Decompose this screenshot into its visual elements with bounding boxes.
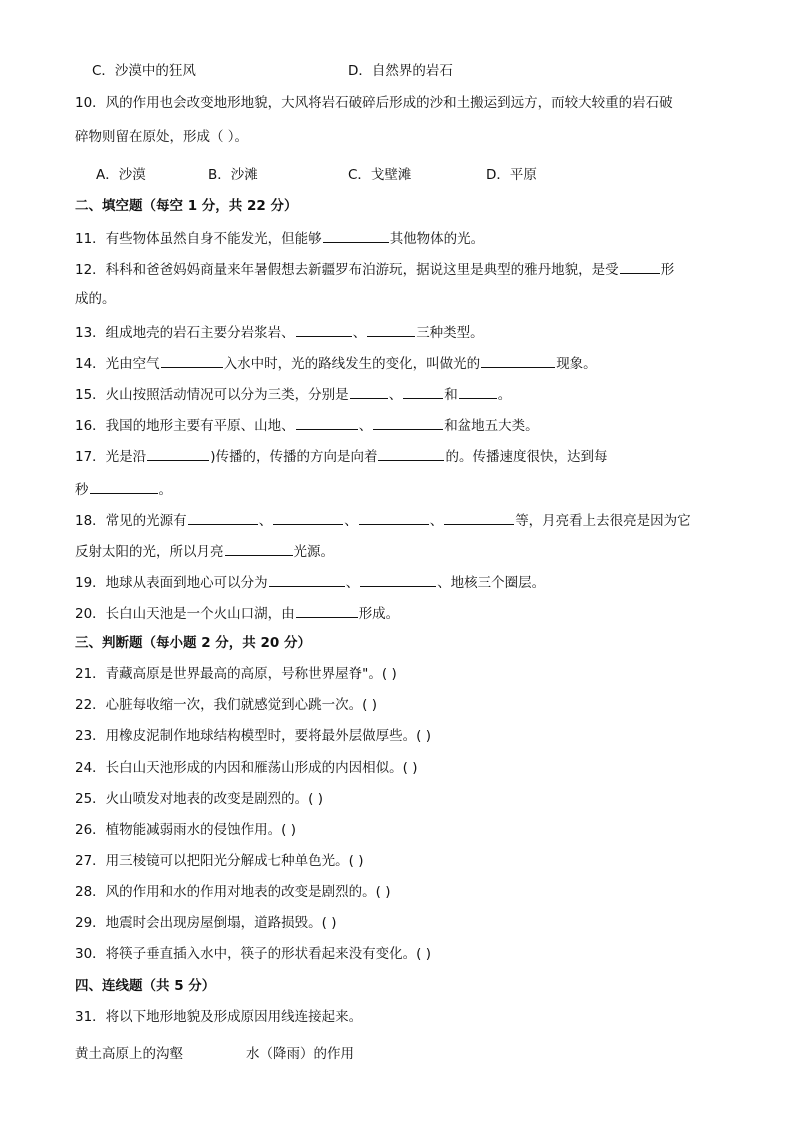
q12-text: 12．科科和爸爸妈妈商量来年暑假想去新疆罗布泊游玩，据说这里是典型的雅丹地貌，是受 [75, 262, 619, 278]
q19-blank1[interactable] [269, 572, 345, 587]
q16-text: 16．我国的地形主要有平原、山地、 [75, 418, 295, 434]
q13-blank2[interactable] [367, 322, 415, 337]
q12-text-end: 形 [660, 262, 675, 278]
q13-sep: 、 [352, 325, 367, 341]
q15-sep: 、 [388, 387, 403, 403]
q16-sep: 、 [358, 418, 373, 434]
q13-text: 13．组成地壳的岩石主要分岩浆岩、 [75, 325, 295, 341]
q18 [75, 510, 691, 530]
q28: 28．风的作用和水的作用对地表的改变是剧烈的。( ) [75, 884, 391, 900]
q18-line2 [75, 541, 334, 561]
q16-text-end: 和盆地五大类。 [444, 418, 539, 434]
q16 [75, 415, 539, 435]
q19-blank2[interactable] [360, 572, 436, 587]
q18-text: 18．常见的光源有 [75, 513, 187, 529]
q17-end: 。 [158, 482, 172, 498]
q18-blank1[interactable] [188, 510, 258, 525]
q22: 22．心脏每收缩一次，我们就感觉到心跳一次。( ) [75, 697, 378, 713]
q17-blank1[interactable] [147, 446, 209, 461]
q14-text-mid: 入水中时，光的路线发生的变化，叫做光的 [223, 356, 481, 372]
q17 [75, 446, 607, 466]
q31: 31．将以下地形地貌及形成原因用线连接起来。 [75, 1009, 363, 1025]
q17-text-end: 的。传播速度很快，达到每 [445, 449, 608, 465]
q15-end: 。 [497, 387, 512, 403]
q25: 25．火山喷发对地表的改变是剧烈的。( ) [75, 791, 324, 807]
q27: 27．用三棱镜可以把阳光分解成七种单色光。( ) [75, 853, 364, 869]
q17-line2 [75, 479, 172, 499]
q17-text: 17．光是沿 [75, 449, 147, 465]
q12 [75, 259, 674, 279]
q19 [75, 572, 545, 592]
q20-text-end: 形成。 [358, 606, 400, 622]
q17-text-mid: )传播的，传播的方向是向着 [210, 449, 378, 465]
q14-text: 14．光由空气 [75, 356, 160, 372]
q10-option-c: C．戈壁滩 [348, 167, 412, 183]
q26: 26．植物能减弱雨水的侵蚀作用。( ) [75, 822, 297, 838]
q18-sep2: 、 [344, 513, 358, 529]
q14 [75, 353, 597, 373]
q18-text2-end: 光源。 [293, 544, 334, 560]
q18-blank4[interactable] [444, 510, 514, 525]
q11-blank[interactable] [323, 228, 389, 243]
q18-blank3[interactable] [359, 510, 429, 525]
q23: 23．用橡皮泥制作地球结构模型时，要将最外层做厚些。( ) [75, 728, 432, 744]
q13-text-end: 三种类型。 [416, 325, 484, 341]
q18-blank2[interactable] [273, 510, 343, 525]
q15-blank3[interactable] [459, 384, 497, 399]
q20-blank[interactable] [296, 603, 358, 618]
q16-blank1[interactable] [296, 415, 358, 430]
q12-line2: 成的。 [75, 291, 116, 307]
q13 [75, 322, 484, 342]
q11 [75, 228, 484, 248]
section-judge-title: 三、判断题（每小题 2 分，共 20 分） [75, 635, 311, 651]
q14-blank1[interactable] [161, 353, 223, 368]
q30: 30．将筷子垂直插入水中，筷子的形状看起来没有变化。( ) [75, 946, 432, 962]
q15-blank2[interactable] [403, 384, 443, 399]
q9-option-d: D．自然界的岩石 [348, 63, 453, 79]
q13-blank1[interactable] [296, 322, 352, 337]
q12-blank[interactable] [620, 259, 660, 274]
section-match-title: 四、连线题（共 5 分） [75, 978, 216, 994]
q18-text-end: 等，月亮看上去很亮是因为它 [515, 513, 691, 529]
q14-blank2[interactable] [481, 353, 555, 368]
q17-text-sec: 秒 [75, 482, 89, 498]
q11-text: 11．有些物体虽然自身不能发光，但能够 [75, 231, 322, 247]
q10-option-b: B．沙滩 [208, 167, 258, 183]
q15-blank1[interactable] [350, 384, 388, 399]
q15 [75, 384, 511, 404]
q10-text-line1: 10．风的作用也会改变地形地貌，大风将岩石破碎后形成的沙和土搬运到远方，而较大较重的岩石破 [75, 95, 673, 111]
q19-sep: 、 [345, 575, 360, 591]
q31-left-item-1[interactable]: 黄土高原上的沟壑 [75, 1046, 183, 1062]
q24: 24．长白山天池形成的内因和雁荡山形成的内因相似。( ) [75, 760, 418, 776]
q17-blank3[interactable] [90, 479, 158, 494]
q20 [75, 603, 399, 623]
q15-and: 和 [444, 387, 458, 403]
q19-text: 19．地球从表面到地心可以分为 [75, 575, 268, 591]
q31-right-item-1[interactable]: 水（降雨）的作用 [246, 1046, 354, 1062]
q19-text-end: 、地核三个圈层。 [437, 575, 546, 591]
q10-option-a: A．沙漠 [96, 167, 146, 183]
q18-sep1: 、 [258, 513, 273, 529]
q20-text: 20．长白山天池是一个火山口湖，由 [75, 606, 295, 622]
q10-option-d: D．平原 [486, 167, 537, 183]
q15-text: 15．火山按照活动情况可以分为三类，分别是 [75, 387, 349, 403]
q16-blank2[interactable] [373, 415, 443, 430]
q21: 21．青藏高原是世界最高的高原，号称世界屋脊"。( ) [75, 666, 397, 682]
q18-text2: 反射太阳的光，所以月亮 [75, 544, 224, 560]
q9-option-c: C．沙漠中的狂风 [92, 63, 196, 79]
q29: 29．地震时会出现房屋倒塌，道路损毁。( ) [75, 915, 337, 931]
q10-text-line2: 碎物则留在原处，形成（ ）。 [75, 129, 249, 145]
q17-blank2[interactable] [378, 446, 444, 461]
q14-text-end: 现象。 [556, 356, 597, 372]
q11-text-end: 其他物体的光。 [389, 231, 485, 247]
q18-sep3: 、 [429, 513, 444, 529]
q18-blank5[interactable] [225, 541, 293, 556]
section-fill-title: 二、填空题（每空 1 分，共 22 分） [75, 198, 298, 214]
